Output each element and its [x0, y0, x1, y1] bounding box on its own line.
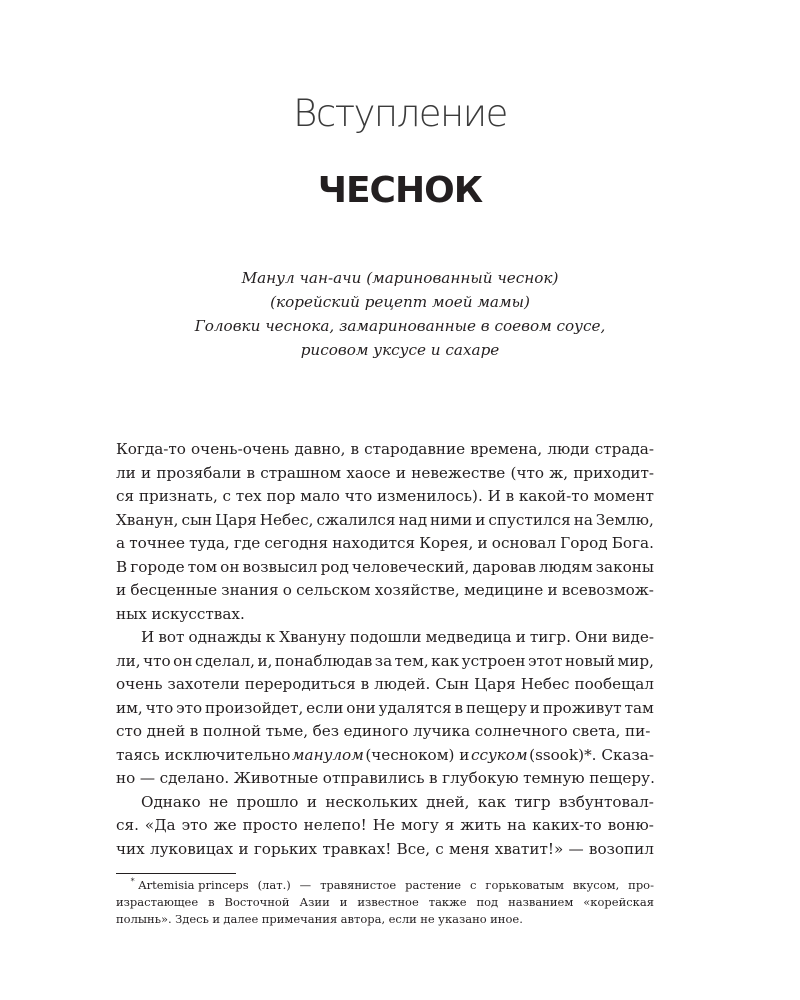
word: и: [339, 895, 348, 909]
chapter-title: ЧЕСНОК: [317, 170, 483, 211]
word: (лат.): [257, 878, 291, 892]
word: в: [246, 463, 255, 482]
word: переродиться: [244, 675, 356, 693]
word: как: [431, 651, 460, 670]
word: я: [444, 816, 455, 834]
word: не: [209, 792, 229, 811]
word: тьме,: [265, 722, 309, 740]
paragraph-line: [116, 579, 654, 603]
word: и: [477, 534, 488, 552]
word: пещеру: [465, 698, 527, 717]
word: в: [505, 487, 515, 505]
word: а: [116, 534, 126, 552]
word: с: [435, 839, 444, 858]
word: в: [350, 440, 360, 458]
word: ных: [116, 604, 147, 623]
footnote-line: [116, 911, 654, 928]
word: Царя: [474, 675, 516, 693]
word: единого: [343, 722, 409, 740]
word: в: [208, 895, 215, 909]
word: приходит-: [573, 463, 654, 482]
word: всевозмож-: [561, 581, 654, 599]
word: пор: [266, 487, 296, 505]
word: род: [320, 557, 349, 576]
word: автора,: [340, 912, 386, 926]
word: что: [143, 651, 171, 670]
word: ся: [116, 487, 135, 505]
paragraph-line: [116, 532, 654, 556]
word: воню-: [607, 816, 654, 834]
word: Они: [575, 628, 608, 646]
word-ssuk: ссуком: [470, 745, 528, 764]
word: сегодня: [264, 534, 329, 552]
word: —: [568, 839, 584, 858]
word: с: [470, 878, 477, 892]
word: под: [476, 895, 499, 909]
word: хаосе: [346, 463, 391, 482]
word: сельском: [296, 581, 371, 599]
word: спустился: [488, 510, 571, 529]
word: понаблюдав: [274, 651, 373, 670]
word: Корея,: [419, 534, 474, 552]
paragraph-line: [116, 603, 654, 627]
word: горьких: [253, 839, 318, 858]
word: могу: [400, 816, 439, 834]
word: мало: [300, 487, 340, 505]
paragraph-line: [116, 767, 654, 791]
word: ними: [430, 510, 473, 529]
word: нескольких: [325, 792, 418, 811]
word: это: [181, 816, 208, 834]
word: далее: [223, 912, 259, 926]
word: —: [299, 878, 312, 892]
word: и: [238, 839, 249, 858]
word-run: таясь исключительно: [116, 745, 291, 764]
paragraph-line: [116, 509, 654, 533]
paragraph-line: [116, 791, 654, 815]
word: «Да: [144, 816, 176, 834]
word: виде-: [611, 628, 654, 646]
word: что: [344, 487, 373, 505]
word: дней: [146, 722, 186, 740]
word: за: [374, 651, 393, 670]
word: Все,: [396, 839, 431, 858]
word: пи-: [625, 722, 651, 740]
word: Азии: [299, 895, 330, 909]
word: людей.: [374, 675, 431, 693]
word: точнее: [129, 534, 185, 552]
paragraph-line: [116, 720, 654, 744]
word: мир,: [617, 651, 654, 670]
word: вкусом,: [572, 878, 620, 892]
word: в: [360, 675, 370, 693]
word: они: [346, 698, 376, 717]
word: растение: [405, 878, 462, 892]
word: нелепо!: [303, 816, 367, 834]
word: над: [398, 510, 428, 529]
word: жить: [460, 816, 502, 834]
paragraph-line: [116, 626, 654, 650]
word: основал: [491, 534, 556, 552]
word: темную: [523, 769, 585, 787]
word: и: [529, 698, 540, 717]
paragraph-line: [116, 438, 654, 462]
word: человеческий,: [351, 557, 470, 576]
word: взбунтовал-: [558, 792, 654, 811]
word: названием: [508, 895, 574, 909]
word: Город: [560, 534, 608, 552]
word: пещеру.: [589, 769, 655, 787]
footnote-term: Artemisia princeps: [138, 878, 249, 892]
word: сделал,: [194, 651, 255, 670]
footnote-ref: *. Сказа-: [584, 745, 654, 764]
word: —: [139, 769, 156, 787]
word: тем,: [394, 651, 429, 670]
footnote-lead: [116, 877, 249, 894]
word: И: [141, 628, 155, 646]
word: Когда-то: [116, 440, 186, 458]
word: им,: [116, 698, 143, 717]
word: где: [233, 534, 261, 552]
word: и: [212, 912, 220, 926]
word: прошло: [236, 792, 299, 811]
word: травянистое: [320, 878, 397, 892]
word: и: [515, 628, 526, 646]
word: «корейская: [583, 895, 654, 909]
word: людям: [539, 557, 593, 576]
word: травках!: [322, 839, 392, 858]
word-run: (ssook)*. Сказа-: [529, 745, 654, 764]
word: отправились: [322, 769, 425, 787]
paragraph-line: [116, 697, 654, 721]
word: и: [116, 581, 127, 599]
word: возопил: [588, 839, 654, 858]
word: ся.: [116, 816, 139, 834]
word: ли: [116, 463, 136, 482]
word: как: [477, 792, 506, 811]
word: произойдет,: [205, 698, 304, 717]
word-run: (чесноком) и: [365, 745, 470, 764]
word: Бога.: [611, 534, 654, 552]
word: однажды: [188, 628, 262, 646]
word: лучика: [412, 722, 471, 740]
word: Землю,: [595, 510, 654, 529]
paragraph-line: [116, 485, 654, 509]
paragraph-line: [116, 650, 654, 674]
word: что: [145, 698, 174, 717]
word: если: [388, 912, 417, 926]
word: на: [507, 816, 527, 834]
word-manul: манулом: [291, 745, 364, 764]
epigraph-line: Манул чан-ачи (маринованный чеснок): [241, 269, 559, 287]
word: указано: [438, 912, 487, 926]
word: люди: [547, 440, 590, 458]
word: удалятся: [378, 698, 452, 717]
word: сжалился: [316, 510, 396, 529]
word: сто: [116, 722, 143, 740]
word: какой-то: [518, 487, 589, 505]
word: это: [176, 698, 203, 717]
word: света,: [572, 722, 621, 740]
word: этот: [527, 651, 563, 670]
body-text: [116, 438, 654, 861]
word: очень: [116, 675, 163, 693]
epigraph: [0, 266, 800, 362]
word: же: [213, 816, 237, 834]
word: к: [265, 628, 276, 646]
word: тигр.: [529, 628, 571, 646]
paragraph-line: [116, 838, 654, 862]
word: пообещал: [574, 675, 654, 693]
paragraph-line: [116, 462, 654, 486]
word: городе: [130, 557, 185, 576]
epigraph-line: (корейский рецепт моей мамы): [270, 293, 530, 311]
word: про-: [628, 878, 654, 892]
word: бесценные: [130, 581, 218, 599]
word: знания: [221, 581, 279, 599]
footnote: [116, 877, 654, 928]
word: Однако: [141, 792, 201, 811]
word: также: [428, 895, 467, 909]
footnote-line: [116, 877, 654, 894]
epigraph-line: Головки чеснока, замаринованные в соевом соусе,: [194, 317, 606, 335]
word: Небес: [520, 675, 570, 693]
word: Небес,: [259, 510, 314, 529]
footnote-line: [116, 894, 654, 911]
word: хозяйстве,: [374, 581, 460, 599]
word: примечания: [261, 912, 338, 926]
word: очень-очень: [191, 440, 290, 458]
word: тех: [235, 487, 262, 505]
word: в: [189, 722, 199, 740]
word: Здесь: [175, 912, 209, 926]
word: И: [487, 487, 501, 505]
word: и: [547, 581, 558, 599]
word: Сын: [435, 675, 470, 693]
word: он: [220, 557, 240, 576]
paragraph-3: [116, 791, 654, 862]
word: и,: [257, 651, 273, 670]
word: давно,: [294, 440, 346, 458]
word: стародавние: [364, 440, 466, 458]
word: без: [312, 722, 339, 740]
word: В: [116, 557, 128, 576]
word: новый: [564, 651, 615, 670]
word: тигр: [514, 792, 551, 811]
word: полынь».: [116, 912, 172, 926]
word: дней,: [426, 792, 470, 811]
word: момент: [593, 487, 654, 505]
paragraph-line: [116, 673, 654, 697]
paragraph-1: [116, 438, 654, 626]
paragraph-line: [116, 814, 654, 838]
word: возвысил: [242, 557, 318, 576]
word: прозябали: [156, 463, 242, 482]
word: медведица: [425, 628, 512, 646]
word: том: [187, 557, 218, 576]
word: с: [222, 487, 232, 505]
word: луковицах: [149, 839, 234, 858]
word: находится: [332, 534, 416, 552]
section-label: Вступление: [293, 92, 507, 135]
word: сын: [181, 510, 213, 529]
word: и: [395, 463, 406, 482]
paragraph-line: [116, 556, 654, 580]
paragraph-line: [116, 744, 654, 768]
word: искусствах.: [151, 604, 245, 623]
word: он: [173, 651, 193, 670]
word: известное: [357, 895, 419, 909]
word: о: [282, 581, 292, 599]
word: и: [306, 792, 317, 811]
word: Хвануну: [279, 628, 346, 646]
word: если: [306, 698, 344, 717]
word: страда-: [594, 440, 654, 458]
word: ли,: [116, 651, 141, 670]
word: даровав: [472, 557, 536, 576]
word: времена,: [470, 440, 543, 458]
word: Хванун,: [116, 510, 179, 529]
word: страшном: [260, 463, 342, 482]
word: но: [116, 769, 136, 787]
paragraph-2: [116, 626, 654, 744]
word: каких-то: [532, 816, 602, 834]
word: сделано.: [159, 769, 230, 787]
word: иное.: [490, 912, 523, 926]
word: просто: [242, 816, 298, 834]
word: и: [141, 463, 152, 482]
word: Царя: [215, 510, 257, 529]
word: Не: [372, 816, 395, 834]
word: проживут: [542, 698, 622, 717]
word: полной: [202, 722, 262, 740]
word: чих: [116, 839, 145, 858]
footnote-divider: [116, 873, 236, 874]
word: захотели: [167, 675, 240, 693]
word: ж,: [549, 463, 569, 482]
word: устроен: [461, 651, 526, 670]
word: и: [475, 510, 486, 529]
word: Животные: [233, 769, 319, 787]
footnote-marker: *: [130, 877, 135, 887]
word: невежестве: [411, 463, 506, 482]
epigraph-line: рисовом уксусе и сахаре: [300, 341, 500, 359]
word: глубокую: [442, 769, 519, 787]
word: туда,: [189, 534, 230, 552]
word: изменилось).: [377, 487, 483, 505]
word: медицине: [463, 581, 544, 599]
word: законы: [595, 557, 654, 576]
word: в: [429, 769, 438, 787]
word: на: [573, 510, 593, 529]
word: подошли: [349, 628, 422, 646]
word: хватит!»: [494, 839, 564, 858]
word: вот: [158, 628, 185, 646]
word: в: [454, 698, 464, 717]
word: признать,: [138, 487, 218, 505]
word: Восточной: [224, 895, 290, 909]
word: горьковатым: [485, 878, 564, 892]
word: меня: [449, 839, 490, 858]
word: (что: [510, 463, 545, 482]
word: израстающее: [116, 895, 199, 909]
word: там: [624, 698, 654, 717]
word: не: [420, 912, 435, 926]
word: солнечного: [474, 722, 568, 740]
